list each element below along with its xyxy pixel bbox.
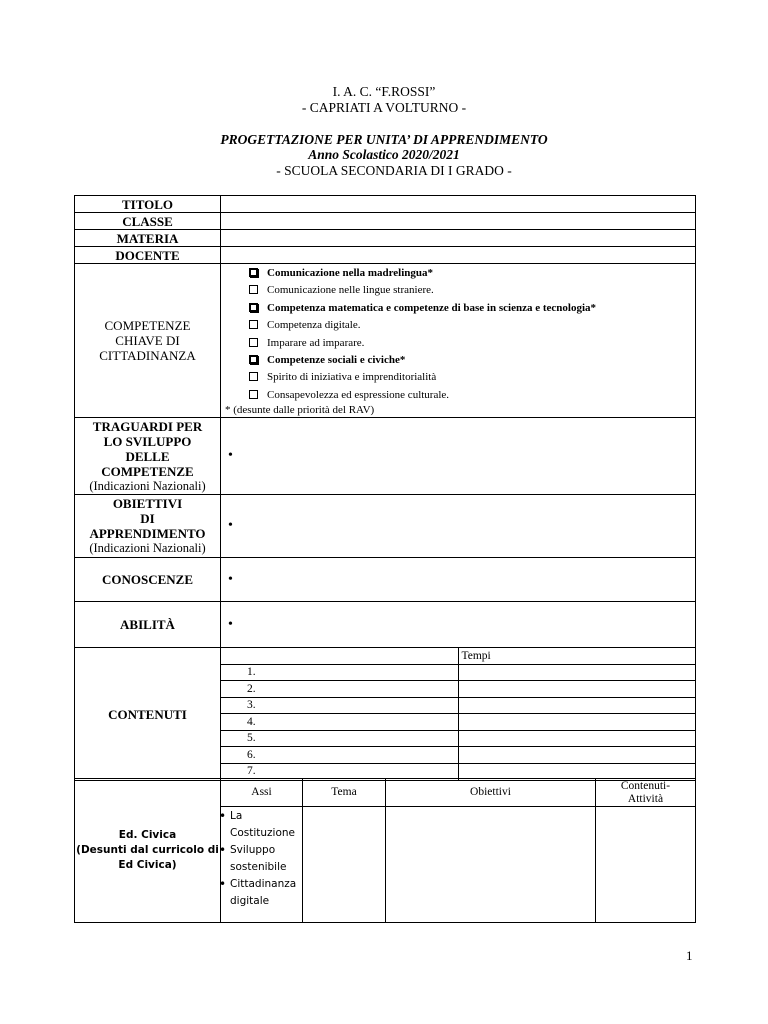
contenuto-row bbox=[221, 664, 696, 681]
checkbox[interactable] bbox=[249, 355, 258, 364]
competenza-item bbox=[249, 387, 695, 404]
tempi-header: Tempi bbox=[458, 648, 696, 664]
civica-table bbox=[74, 778, 696, 923]
assi-text-digitale: digitale bbox=[230, 895, 270, 907]
contenuto-item[interactable]: 4. bbox=[221, 714, 458, 731]
page-number: 1 bbox=[686, 948, 693, 963]
contenuto-item[interactable]: 7. bbox=[221, 763, 458, 780]
bullet-mark: • bbox=[228, 616, 233, 632]
contenuti-attivita-field[interactable] bbox=[596, 807, 696, 923]
conoscenze-label: CONOSCENZE bbox=[75, 558, 221, 602]
tempi-field[interactable] bbox=[458, 730, 696, 747]
checkbox[interactable] bbox=[249, 320, 258, 329]
traguardi-line2: LO SVILUPPO bbox=[103, 433, 192, 449]
tempi-field[interactable] bbox=[458, 664, 696, 681]
conoscenze-field[interactable] bbox=[221, 558, 696, 602]
contenuti-attivita-header bbox=[596, 779, 696, 807]
materia-field[interactable] bbox=[221, 230, 696, 247]
materia-label: MATERIA bbox=[75, 230, 221, 247]
contenuti-table bbox=[221, 648, 696, 780]
assi-text-sviluppo: Sviluppo bbox=[230, 844, 276, 856]
competenza-label: Imparare ad imparare. bbox=[267, 336, 365, 349]
obiettivi-header: Obiettivi bbox=[386, 779, 596, 807]
civica-label bbox=[75, 779, 221, 923]
tema-header: Tema bbox=[303, 779, 386, 807]
civica-label-line1: Ed. Civica bbox=[118, 829, 177, 841]
contenuto-row bbox=[221, 697, 696, 714]
competenze-label-line2: CHIAVE DI bbox=[115, 333, 180, 349]
competenze-label bbox=[75, 264, 221, 418]
tempi-field[interactable] bbox=[458, 747, 696, 764]
obiettivi-line2: DI bbox=[140, 511, 155, 527]
checkbox[interactable] bbox=[249, 268, 258, 277]
bullet-mark: • bbox=[228, 571, 233, 587]
checkbox[interactable] bbox=[249, 303, 258, 312]
traguardi-line4: COMPETENZE bbox=[101, 463, 194, 479]
obiettivi-field-civica[interactable] bbox=[386, 807, 596, 923]
tema-field[interactable] bbox=[303, 807, 386, 923]
docente-field[interactable] bbox=[221, 247, 696, 264]
bullet-mark: • bbox=[228, 518, 233, 534]
assi-cell bbox=[221, 807, 303, 923]
assi-text-costituzione: Costituzione bbox=[230, 827, 295, 839]
contenuto-item[interactable]: 3. bbox=[221, 697, 458, 714]
contenuto-row bbox=[221, 714, 696, 731]
obiettivi-line1: OBIETTIVI bbox=[112, 496, 183, 512]
contenuti-attivita-line1: Contenuti- bbox=[620, 780, 671, 792]
competenza-label: Spirito di iniziativa e imprenditorialità bbox=[267, 371, 437, 384]
assi-item-costituzione bbox=[221, 808, 302, 842]
civica-label-line2: (Desunti dal curricolo di bbox=[76, 844, 219, 856]
assi-text-la: La bbox=[230, 810, 243, 822]
competenza-label: Comunicazione nelle lingue straniere. bbox=[267, 284, 434, 297]
tempi-field[interactable] bbox=[458, 714, 696, 731]
obiettivi-field[interactable] bbox=[221, 495, 696, 558]
obiettivi-sub: (Indicazioni Nazionali) bbox=[89, 541, 206, 556]
checkbox[interactable] bbox=[249, 338, 258, 347]
competenza-label: Competenza matematica e competenze di base in scienza e tecnologia* bbox=[267, 301, 597, 314]
civica-label-line3: Ed Civica) bbox=[118, 859, 177, 871]
contenuto-item[interactable]: 2. bbox=[221, 681, 458, 698]
rav-note: * (desunte dalle priorità del RAV) bbox=[225, 404, 375, 417]
assi-text-sostenibile: sostenibile bbox=[230, 861, 287, 873]
competenza-label: Competenza digitale. bbox=[267, 319, 361, 332]
checkbox[interactable] bbox=[249, 372, 258, 381]
contenuto-row bbox=[221, 681, 696, 698]
competenza-item bbox=[249, 369, 695, 386]
classe-field[interactable] bbox=[221, 213, 696, 230]
competenza-item bbox=[249, 282, 695, 299]
obiettivi-line3: APPRENDIMENTO bbox=[89, 526, 206, 542]
competenza-label: Consapevolezza ed espressione culturale. bbox=[267, 388, 450, 401]
contenuto-row bbox=[221, 730, 696, 747]
contenuto-item[interactable]: 1. bbox=[221, 664, 458, 681]
competenza-item bbox=[249, 265, 695, 282]
competenza-item bbox=[249, 300, 695, 317]
competenza-item bbox=[249, 352, 695, 369]
school-location: - CAPRIATI A VOLTURNO - bbox=[301, 100, 467, 115]
checkbox[interactable] bbox=[249, 390, 258, 399]
main-form-table bbox=[74, 195, 696, 781]
assi-list bbox=[221, 808, 302, 910]
contenuti-cell bbox=[221, 648, 696, 781]
contenuti-label: CONTENUTI bbox=[75, 648, 221, 781]
tempi-field[interactable] bbox=[458, 697, 696, 714]
assi-item-sviluppo bbox=[221, 842, 302, 876]
titolo-label: TITOLO bbox=[75, 196, 221, 213]
competenze-checklist bbox=[221, 265, 695, 404]
contenuti-header-empty bbox=[221, 648, 458, 664]
assi-item-cittadinanza bbox=[221, 876, 302, 910]
abilita-label: ABILITÀ bbox=[75, 602, 221, 648]
school-name: I. A. C. “F.ROSSI” bbox=[332, 84, 436, 99]
abilita-field[interactable] bbox=[221, 602, 696, 648]
titolo-field[interactable] bbox=[221, 196, 696, 213]
obiettivi-label bbox=[75, 495, 221, 558]
contenuto-row bbox=[221, 747, 696, 764]
classe-label: CLASSE bbox=[75, 213, 221, 230]
checkbox[interactable] bbox=[249, 285, 258, 294]
contenuto-item[interactable]: 5. bbox=[221, 730, 458, 747]
traguardi-field[interactable] bbox=[221, 418, 696, 495]
assi-text-cittadinanza: Cittadinanza bbox=[230, 878, 297, 890]
document-title: PROGETTAZIONE PER UNITA’ DI APPRENDIMENTO bbox=[220, 132, 548, 147]
competenza-item bbox=[249, 335, 695, 352]
traguardi-label bbox=[75, 418, 221, 495]
school-level: - SCUOLA SECONDARIA DI I GRADO - bbox=[276, 163, 512, 178]
traguardi-line1: TRAGUARDI PER bbox=[92, 418, 203, 434]
contenuti-attivita-line2: Attività bbox=[627, 793, 664, 805]
assi-header: Assi bbox=[221, 779, 303, 807]
tempi-field[interactable] bbox=[458, 681, 696, 698]
competenze-checklist-cell bbox=[221, 264, 696, 418]
competenze-label-line3: CITTADINANZA bbox=[99, 348, 196, 364]
contenuto-item[interactable]: 6. bbox=[221, 747, 458, 764]
traguardi-sub: (Indicazioni Nazionali) bbox=[89, 478, 206, 493]
competenza-label: Comunicazione nella madrelingua* bbox=[267, 267, 434, 279]
school-year: Anno Scolastico 2020/2021 bbox=[308, 147, 460, 162]
competenza-item bbox=[249, 317, 695, 334]
traguardi-line3: DELLE bbox=[125, 448, 170, 464]
competenza-label: Competenze sociali e civiche* bbox=[267, 354, 406, 367]
docente-label: DOCENTE bbox=[75, 247, 221, 264]
bullet-mark: • bbox=[228, 448, 233, 464]
competenze-label-line1: COMPETENZE bbox=[104, 318, 191, 334]
